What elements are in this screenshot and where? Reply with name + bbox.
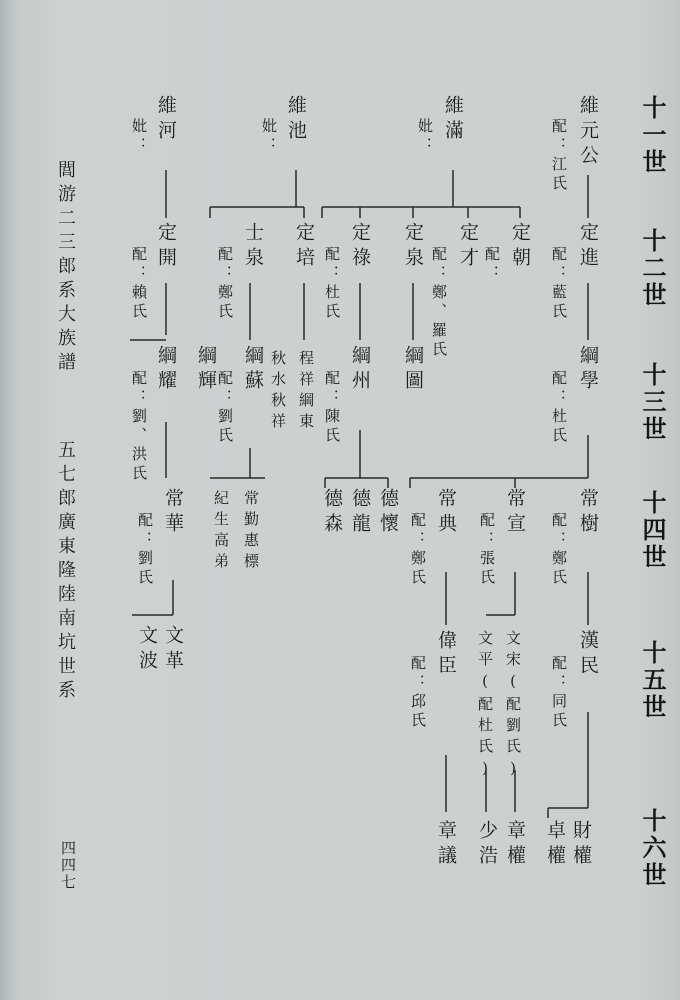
person-name: 章權 xyxy=(504,820,526,870)
person-name: 文革 xyxy=(162,625,184,675)
person-name: 德森 xyxy=(321,488,343,538)
person-name: 程祥綱東 xyxy=(297,350,315,434)
person-name: 常典 xyxy=(435,488,457,538)
person-spouse: 配：同氏 xyxy=(550,655,568,731)
person-spouse: 配：鄭、羅氏 xyxy=(430,246,448,360)
generation-label-15: 十五世 xyxy=(638,640,667,721)
person-spouse: 配：藍氏 xyxy=(550,246,568,322)
person-name: 定泉 xyxy=(402,222,424,272)
person-spouse: 配：杜氏 xyxy=(323,246,341,322)
person-spouse: 配：鄭氏 xyxy=(550,512,568,588)
person-spouse: 配：鄭氏 xyxy=(409,512,427,588)
person-spouse: 配：劉氏 xyxy=(216,370,234,446)
person-spouse: 妣： xyxy=(260,118,278,156)
person-name: 士泉 xyxy=(242,222,264,272)
person-name: 綱蘇 xyxy=(242,345,264,395)
generation-label-16: 十六世 xyxy=(638,808,667,889)
person-name: 文宋(配劉氏) xyxy=(504,630,522,783)
generation-label-11: 十一世 xyxy=(638,95,667,176)
person-name: 常樹 xyxy=(577,488,599,538)
person-name: 綱耀 xyxy=(155,345,177,395)
person-name: 卓權 xyxy=(544,820,566,870)
person-name: 漢民 xyxy=(577,630,599,680)
person-name: 定祿 xyxy=(349,222,371,272)
page-number: 四四七 xyxy=(59,840,77,891)
generation-label-13: 十三世 xyxy=(638,362,667,443)
person-name: 德龍 xyxy=(349,488,371,538)
person-name: 定開 xyxy=(155,222,177,272)
person-name: 文平(配杜氏) xyxy=(476,630,494,783)
person-name: 維滿 xyxy=(442,95,464,145)
person-spouse: 配：陳氏 xyxy=(323,370,341,446)
person-name: 偉臣 xyxy=(435,630,457,680)
person-name: 文波 xyxy=(136,625,158,675)
person-spouse: 配：鄭氏 xyxy=(216,246,234,322)
generation-label-12: 十二世 xyxy=(638,228,667,309)
person-name: 維池 xyxy=(285,95,307,145)
person-spouse: 配：劉、洪氏 xyxy=(130,370,148,484)
person-name: 財權 xyxy=(570,820,592,870)
person-name: 少浩 xyxy=(476,820,498,870)
person-name: 維元公 xyxy=(577,95,599,170)
person-name: 常勤惠標 xyxy=(242,490,260,574)
person-name: 綱州 xyxy=(349,345,371,395)
person-spouse: 妣： xyxy=(130,118,148,156)
person-name: 定朝 xyxy=(509,222,531,272)
person-spouse: 配：杜氏 xyxy=(550,370,568,446)
person-spouse: 配：江氏 xyxy=(550,118,568,194)
person-name: 綱圖 xyxy=(402,345,424,395)
person-spouse: 妣： xyxy=(416,118,434,156)
section-title: 五七郎廣東隆陸南坑世系 xyxy=(55,440,76,704)
person-name: 定培 xyxy=(293,222,315,272)
person-name: 紀生高弟 xyxy=(212,490,230,574)
person-name: 定才 xyxy=(457,222,479,272)
person-spouse: 配：張氏 xyxy=(478,512,496,588)
person-name: 德懷 xyxy=(377,488,399,538)
person-spouse: 配：賴氏 xyxy=(130,246,148,322)
person-spouse: 配： xyxy=(483,246,501,284)
person-name: 綱輝 xyxy=(195,345,217,395)
person-name: 秋水秋祥 xyxy=(269,350,287,434)
person-spouse: 配：邱氏 xyxy=(409,655,427,731)
person-name: 章議 xyxy=(435,820,457,870)
book-title: 閭游二三郎系大族譜 xyxy=(55,160,76,376)
person-name: 常宣 xyxy=(504,488,526,538)
person-name: 定進 xyxy=(577,222,599,272)
generation-label-14: 十四世 xyxy=(638,490,667,571)
person-name: 綱學 xyxy=(577,345,599,395)
person-name: 維河 xyxy=(155,95,177,145)
person-spouse: 配：劉氏 xyxy=(136,512,154,588)
person-name: 常華 xyxy=(162,488,184,538)
